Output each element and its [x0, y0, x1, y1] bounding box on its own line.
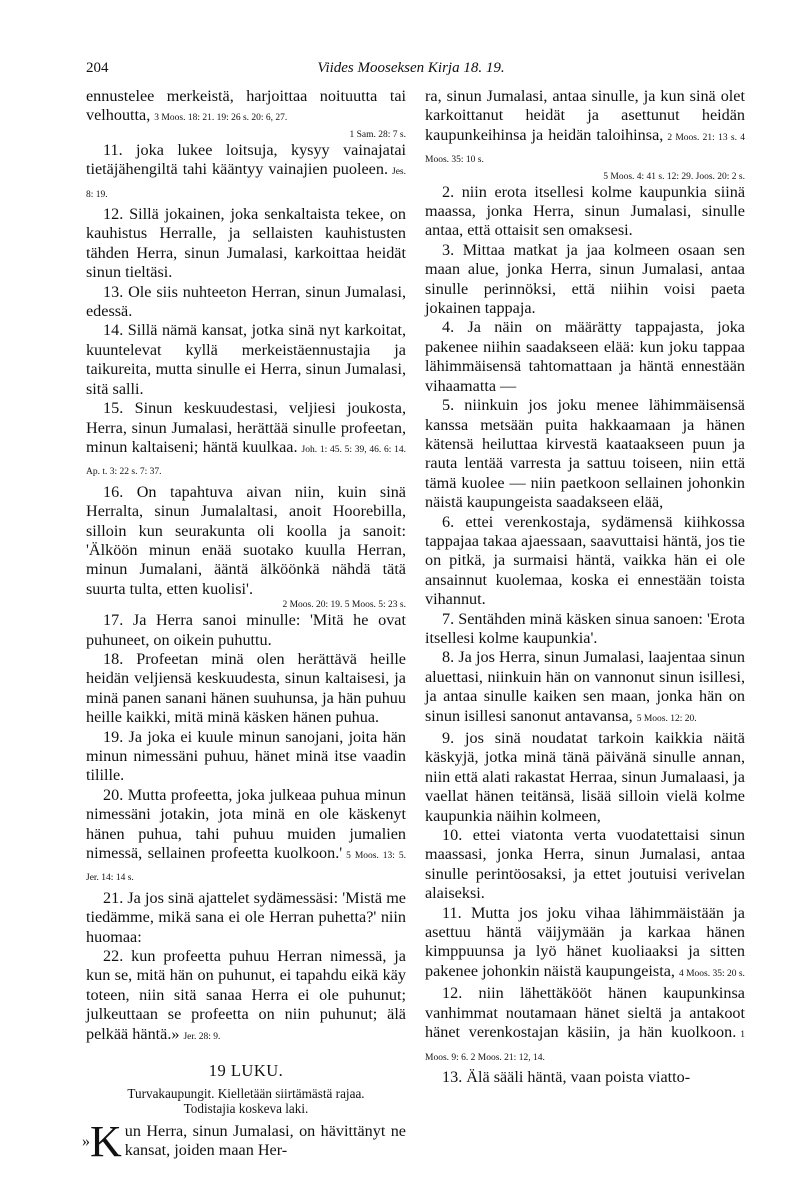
verse-text: 2. niin erota itsellesi kolme kaupunkia siinä maassa, jonka Herra, sinun Jumalasi, sinulle antaa, että ottaisit sen omaksesi.: [425, 182, 745, 240]
cross-reference: 2 Moos. 21: 13 s. 4 Moos. 35: 10 s.: [425, 132, 745, 166]
verse-paragraph: [425, 183, 745, 241]
page-header: [86, 60, 736, 82]
verse-paragraph: [86, 399, 406, 483]
chapter-heading: 19 LUKU.: [208, 1061, 284, 1081]
verse-text: 18. Profeetan minä olen herättävä heille heidän veljiensä keskuudesta, sinun kaltaisesi, ja minä panen sanani hänen suuhunsa, ja hän puhuu heille kaikki, mitä minä käsken hänen puhua.: [86, 649, 406, 727]
chapter-summary-line-2: Todistajia koskeva laki.: [183, 1100, 309, 1116]
verse-paragraph: [86, 786, 406, 889]
running-title: Viides Mooseksen Kirja 18. 19.: [317, 60, 505, 76]
cross-reference: Jes. 8: 19.: [86, 167, 406, 200]
verse-text: 13. Älä sääli häntä, vaan poista viatto-: [442, 1067, 691, 1086]
verse-paragraph: [86, 321, 406, 399]
cross-reference: 5 Moos. 13: 5. Jer. 14: 14 s.: [86, 851, 406, 884]
verse-paragraph: [86, 728, 406, 786]
verse-text: 20. Mutta profeetta, joka julkeaa puhua minun nimessäni jotakin, jota minä en ole käskenyt hänen puhua, tahi puhuu muiden jumalien nimessä, sellainen profeetta kuolkoon.': [86, 785, 406, 863]
verse-paragraph: [86, 283, 406, 322]
cross-reference: 3 Moos. 18: 21. 19: 26 s. 20: 6, 27.: [154, 113, 288, 124]
verse-text: 7. Sentähden minä käsken sinua sanoen: 'Erota itsellesi kolme kaupunkia'.: [425, 609, 745, 647]
verse-paragraph: [86, 889, 406, 947]
verse-text: 14. Sillä nämä kansat, jotka sinä nyt karkoitat, kuuntelevat kyllä merkeistäennustajia ja taikureita, mutta sinulle ei Herra, sinun Jumalasi, sitä salli.: [86, 321, 406, 398]
verse-paragraph: [425, 826, 745, 904]
verse-text: 19. Ja joka ei kuule minun sanojani, joita hän minun nimessäni puhuu, hänet minä itse vaadin tilille.: [86, 727, 406, 785]
cross-reference: Jer. 28: 9.: [183, 1031, 221, 1042]
cross-reference: 1 Sam. 28: 7 s.: [349, 129, 406, 140]
cross-reference: Joh. 1: 45. 5: 39, 46. 6: 14. Ap. t. 3: 22 s. 7: 37.: [86, 444, 406, 478]
left-column: [82, 87, 406, 1166]
verse-paragraph: [425, 87, 745, 171]
drop-cap: [82, 1116, 122, 1166]
right-paragraphs: [425, 87, 745, 1087]
verse-text: 10. ettei viatonta verta vuodatettaisi sinun maassasi, jonka Herra, sinun Jumalasi, antaa sinulle perintöosaksi, ja ettet joutuisi verivelan alaiseksi.: [425, 826, 745, 903]
verse-paragraph: [86, 947, 406, 1047]
verse-text: 5. niinkuin jos joku menee lähimmäisensä kanssa metsään puita hakkaamaan ja hänen kätensä heiluttaa kirvestä kaataakseen puun ja rauta lentää varresta ja sattuu toiseen, niin että tämä kuolee — niin paetkoon sellainen johonkin näistä kaupungeista saadakseen elää,: [425, 396, 745, 512]
verse-text: 21. Ja jos sinä ajattelet sydämessäsi: 'Mistä me tiedämme, mikä sana ei ole Herran puhetta?' niin huomaa:: [86, 888, 406, 946]
cross-reference: 2 Moos. 20: 19. 5 Moos. 5: 23 s.: [282, 600, 406, 611]
verse-text: 11. Mutta jos joku vihaa lähimmäistään ja asettuu häntä väijymään ja karkaa hänen kimppuunsa ja lyö hänet kuoliaaksi ja sitten pakenee johonkin näistä kaupungeista,: [425, 903, 745, 980]
verse-paragraph: [425, 984, 745, 1068]
chapter-summary-line-1: Turvakaupungit. Kielletään siirtämästä rajaa.: [127, 1085, 365, 1101]
drop-cap-letter: K: [90, 1116, 122, 1166]
verse-paragraph: [86, 205, 406, 283]
verse-paragraph: [425, 396, 745, 512]
verse-paragraph: [425, 904, 745, 985]
page-number: 204: [86, 60, 109, 76]
verse-paragraph: [86, 87, 406, 129]
verse-paragraph: [86, 611, 406, 650]
verse-text: ra, sinun Jumalasi, antaa sinulle, ja kun sinä olet karkoittanut heidät ja asettunut heidän kaupunkeihinsa ja heidän taloihinsa,: [425, 87, 745, 144]
verse-text: 9. jos sinä noudatat tarkoin kaikkia näitä käskyjä, jotka minä tänä päivänä sinulle annan, niin että alati rakastat Herraa, sinun Jumalaasi, ja vaellat hänen teitänsä, lisää silloin vielä kolme kaupunkia näihin kolmeen,: [425, 729, 745, 825]
opening-text: un Herra, sinun Jumalasi, on hävittänyt ne kansat, joiden maan Her-: [124, 1121, 406, 1159]
cross-reference: 1 Moos. 9: 6. 2 Moos. 21: 12, 14.: [425, 1030, 745, 1063]
opening-quote: »: [82, 1132, 90, 1150]
verse-text: 17. Ja Herra sanoi minulle: 'Mitä he ovat puhuneet, on oikein puhuttu.: [86, 611, 406, 649]
cross-reference: 4 Moos. 35: 20 s.: [678, 968, 745, 979]
verse-paragraph: [86, 650, 406, 728]
chapter-opening: [82, 1116, 406, 1166]
right-column: [425, 87, 745, 1087]
verse-text: 11. joka lukee loitsuja, kysyy vainajatai tietäjähengiltä tahi kääntyy vainajien puoleen.: [86, 140, 406, 179]
verse-paragraph: [425, 241, 745, 319]
cross-reference: 5 Moos. 4: 41 s. 12: 29. Joos. 20: 2 s.: [603, 171, 745, 182]
verse-text: ennustelee merkeistä, harjoittaa noituutta tai velhoutta,: [86, 87, 406, 125]
verse-text: 12. Sillä jokainen, joka senkaltaista tekee, on kauhistus Herralle, ja sellaisten kauhistusten tähden Herra, sinun Jumalasi, karkoittaa heidät sinun tieltäsi.: [86, 205, 406, 282]
verse-text: 6. ettei verenkostaja, sydämensä kiihkossa tappajaa takaa ajaessaan, saavuttaisi häntä, jos tie on pitkä, ja surmaisi häntä, vaikka hän ei ole ansainnut kuolemaa, koska ei ennestään toista vihannut.: [425, 512, 746, 609]
verse-text: 16. On tapahtuva aivan niin, kuin sinä Herralta, sinun Jumalaltasi, anoit Hoorebilla, silloin kun seurakunta oli koolla ja sanoit: 'Älköön minun enää suotako kuulla Herran, minun Jumalani, ääntä älköönkä nähdä tätä suurta tulta, etten kuolisi'.: [86, 482, 406, 598]
verse-paragraph: [425, 648, 745, 729]
left-paragraphs: [86, 87, 406, 1047]
cross-reference: 5 Moos. 12: 20.: [636, 713, 697, 724]
verse-paragraph: [425, 318, 745, 396]
verse-text: 4. Ja näin on määrätty tappajasta, joka pakenee niihin saadakseen elää: kun joku tappaa lähimmäisensä tahtomattaan ja häntä ennestään vihaamatta —: [425, 318, 745, 395]
verse-text: 22. kun profeetta puhuu Herran nimessä, ja kun se, mitä hän on puhunut, ei tapahdu eikä käy toteen, niin sitä sanaa Herra ei ole puhunut; julkeuttaan se profeetta on niin puhunut; älä pelkää häntä.»: [86, 947, 406, 1043]
verse-text: 8. Ja jos Herra, sinun Jumalasi, laajentaa sinun aluettasi, niinkuin hän on vannonut sinun isillesi, ja antaa sinulle kaiken sen maan, jonka hän on sinun isillesi sanonut antavansa,: [425, 648, 745, 725]
verse-text: 12. niin lähettäkööt hänen kaupunkinsa vanhimmat noutamaan hänet sieltä ja antakoot hänet verenkostajan käsiin, ja hän kuolkoon.: [425, 984, 745, 1042]
verse-text: 13. Ole siis nuhteeton Herran, sinun Jumalasi, edessä.: [86, 282, 406, 321]
verse-paragraph: [86, 141, 406, 205]
verse-paragraph: [425, 513, 745, 610]
verse-paragraph: [425, 610, 745, 649]
verse-paragraph: [86, 483, 406, 599]
verse-text: 3. Mittaa matkat ja jaa kolmeen osaan sen maan alue, jonka Herra, sinun Jumalasi, antaa sinulle perinnöksi, että niihin voisi paeta jokainen tappaja.: [425, 240, 745, 318]
verse-text: 15. Sinun keskuudestasi, veljiesi joukosta, Herra, sinun Jumalasi, herättää sinulle profeetan, minun kaltaiseni; häntä kuulkaa.: [86, 399, 406, 456]
verse-paragraph: [425, 1068, 745, 1087]
chapter-summary: [86, 1086, 406, 1116]
verse-paragraph: [425, 729, 745, 826]
